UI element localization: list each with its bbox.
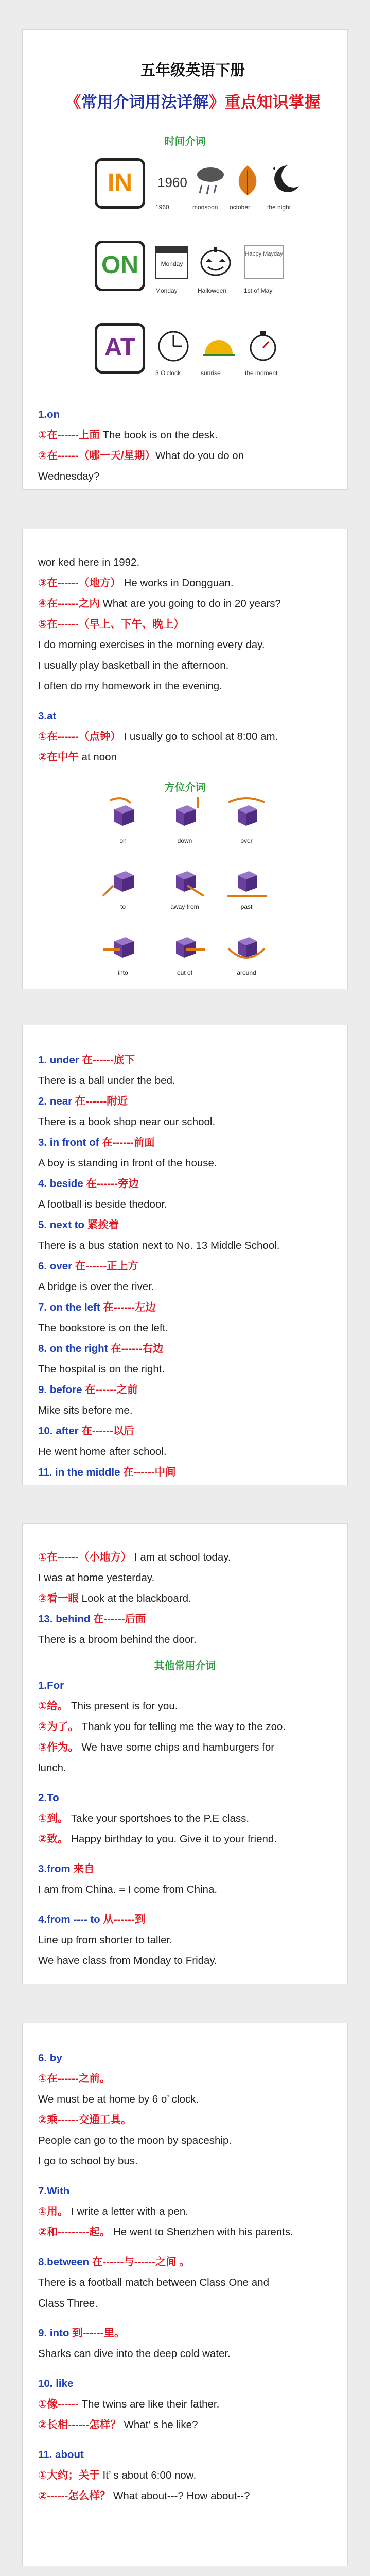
other-prepositions-title: 其他常用介词 bbox=[154, 1660, 216, 1672]
text-line: ①像------ The twins are like their father. bbox=[38, 2398, 220, 2410]
preposition-diagram bbox=[95, 860, 151, 932]
of-section bbox=[38, 1980, 347, 1984]
preposition-diagram bbox=[95, 926, 151, 989]
list-item-heading: 2. near 在------附近 bbox=[38, 1095, 128, 1107]
preposition-label: to bbox=[120, 903, 126, 910]
text-line: There is a ball under the bed. bbox=[38, 1075, 175, 1087]
svg-text:1960: 1960 bbox=[157, 175, 187, 190]
at-box: AT bbox=[95, 323, 145, 374]
leaf-icon bbox=[230, 162, 266, 198]
preposition-label: over bbox=[240, 837, 253, 844]
list-item-heading: 5. next to 紧挨着 bbox=[38, 1219, 119, 1231]
to-section: 2.To ①到。 Take your sportshoes to the P.E class. ②致。 Happy birthday to you. Give it to your friend. bbox=[38, 1788, 347, 1850]
text-line: Wednesday? bbox=[38, 470, 100, 482]
preposition-diagram bbox=[95, 794, 151, 866]
text-line: ①在------之前。 bbox=[38, 2073, 111, 2084]
in-continued bbox=[38, 529, 347, 697]
text-line: I often do my homework in the evening. bbox=[38, 680, 222, 692]
text-line: The bookstore is on the left. bbox=[38, 1322, 168, 1334]
text-line: There is a broom behind the door. bbox=[38, 1634, 197, 1646]
list-item-heading: 11. in the middle 在------中间 bbox=[38, 1466, 176, 1478]
cube-arrow-icon bbox=[223, 794, 270, 835]
text-line: wor ked here in 1992. bbox=[38, 556, 140, 568]
preposition-label: into bbox=[118, 969, 128, 976]
from-to-section: 4.from ---- to 从------到 Line up from shorter to taller. We have class from Monday to Friday. bbox=[38, 1909, 347, 1971]
from-section: 3.from 来自 I am from China. = I come from China. bbox=[38, 1859, 347, 1900]
preposition-label: around bbox=[237, 969, 256, 976]
text-line: ①在------上面 The book is on the desk. bbox=[38, 429, 218, 441]
text-line: Mike sits before me. bbox=[38, 1404, 133, 1416]
pumpkin-icon bbox=[198, 243, 234, 279]
list-item-heading: 13. behind 在------后面 bbox=[38, 1613, 146, 1625]
text-line: There is a football match between Class One and bbox=[38, 2277, 269, 2289]
at-heading: 3.at bbox=[38, 710, 57, 722]
text-line: A bridge is over the river. bbox=[38, 1281, 154, 1293]
cube-arrow-icon bbox=[223, 860, 270, 901]
cube-arrow-icon bbox=[100, 926, 146, 967]
preposition-diagram bbox=[156, 860, 213, 932]
time-illustration: IN 1960 1960 monsoon october the night ON Monday Happy Mayday Monday Halloween 1st of May AT 3 O'clock sunrise the moment bbox=[95, 158, 311, 390]
page-1 bbox=[22, 29, 348, 490]
text-line: A football is beside thedoor. bbox=[38, 1198, 167, 1210]
with-section: 7.With ①用。 I write a letter with a pen. ②和---------起。 He went to Shenzhen with his parents. bbox=[38, 2181, 347, 2243]
between-section: 8.between 在------与------之间 。 There is a football match between Class One and Class Three. bbox=[38, 2252, 347, 2314]
cube-arrow-icon bbox=[162, 926, 208, 967]
preposition-label: on bbox=[119, 837, 127, 844]
preposition-list bbox=[38, 1025, 347, 1485]
preposition-label: down bbox=[177, 837, 192, 844]
cube-arrow-icon bbox=[162, 860, 208, 901]
text-line: ②致。 Happy birthday to you. Give it to your friend. bbox=[38, 1833, 277, 1845]
text-line: I am from China. = I come from China. bbox=[38, 1884, 218, 1895]
text-line: Sharks can dive into the deep cold water. bbox=[38, 2348, 231, 2360]
text-line: ②在------（哪一天/星期）What do you do on bbox=[38, 450, 244, 462]
preposition-illustrations bbox=[95, 794, 321, 989]
on-heading: 1.on bbox=[38, 409, 60, 420]
about-section: 11. about ①大约；关于 It’ s about 6:00 now. ②------怎么样？ What about---? How about--? bbox=[38, 2445, 347, 2506]
cube-arrow-icon bbox=[162, 794, 208, 835]
text-line: There is a book shop near our school. bbox=[38, 1116, 216, 1128]
preposition-label: out of bbox=[177, 969, 193, 976]
text-line: I usually play basketball in the afternoon. bbox=[38, 659, 229, 671]
mayday-card-icon: Happy Mayday bbox=[244, 245, 284, 279]
text-line: ①在------（点钟） I usually go to school at 8:00 am. bbox=[38, 731, 278, 742]
text-line: We must be at home by 6 o’ clock. bbox=[38, 2093, 199, 2105]
cube-arrow-icon bbox=[100, 860, 146, 901]
by-section: 6. by ①在------之前。 We must be at home by 6 o’ clock. ②乘------交通工具。 People can go to the moon by spaceship. I go to school by bus. bbox=[38, 2023, 347, 2172]
cube-arrow-icon bbox=[100, 794, 146, 835]
page-4 bbox=[22, 1523, 348, 1984]
list-item-heading: 3. in front of 在------前面 bbox=[38, 1137, 155, 1148]
text-line: ③作为。 We have some chips and hamburgers for bbox=[38, 1741, 275, 1753]
preposition-diagram bbox=[218, 926, 275, 989]
text-line: People can go to the moon by spaceship. bbox=[38, 2134, 232, 2146]
text-line: ⑤在------（早上、下午、晚上） bbox=[38, 618, 184, 630]
text-line: I was at home yesterday. bbox=[38, 1572, 155, 1584]
preposition-label: past bbox=[240, 903, 253, 910]
on-section bbox=[38, 404, 347, 490]
text-line: I do morning exercises in the morning every day. bbox=[38, 639, 265, 651]
text-line: ②乘------交通工具。 bbox=[38, 2114, 132, 2126]
preposition-diagram bbox=[156, 794, 213, 866]
text-line: ②在中午 at noon bbox=[38, 751, 117, 763]
time-prepositions-title: 时间介词 bbox=[164, 136, 206, 147]
moon-night-icon bbox=[267, 161, 303, 197]
text-line: ①在------（小地方） I am at school today. bbox=[38, 1551, 231, 1563]
text-line bbox=[38, 487, 347, 490]
list-item-heading: 7. on the left 在------左边 bbox=[38, 1301, 156, 1313]
page-3 bbox=[22, 1025, 348, 1485]
preposition-diagram bbox=[218, 794, 275, 866]
text-line: ①用。 I write a letter with a pen. bbox=[38, 2206, 188, 2217]
place-prepositions-title: 方位介词 bbox=[164, 782, 206, 793]
text-line: ①给。 This present is for you. bbox=[38, 1700, 178, 1712]
text-line: ④在------之内 What are you going to do in 20 years? bbox=[38, 598, 281, 609]
cube-arrow-icon bbox=[223, 926, 270, 967]
text-line: The hospital is on the right. bbox=[38, 1363, 165, 1375]
for-section: 1.For ①给。 This present is for you. ②为了。 Thank you for telling me the way to the zoo. ③作为。 We have some chips and hamburgers for lunch. bbox=[38, 1675, 347, 1778]
preposition-diagram bbox=[218, 860, 275, 932]
list-item-heading: 9. before 在------之前 bbox=[38, 1384, 138, 1396]
on-box: ON bbox=[95, 241, 145, 291]
page-2 bbox=[22, 529, 348, 989]
text-line bbox=[38, 1483, 347, 1485]
stopwatch-icon bbox=[245, 328, 281, 364]
text-line: lunch. bbox=[38, 1762, 66, 1774]
list-item-heading: 10. after 在------以后 bbox=[38, 1425, 134, 1437]
at-section bbox=[38, 706, 347, 768]
page-title: 五年级英语下册 bbox=[140, 62, 245, 79]
text-line: I go to school by bus. bbox=[38, 2155, 138, 2167]
text-line: A boy is standing in front of the house. bbox=[38, 1157, 217, 1169]
text-line: Class Three. bbox=[38, 2297, 98, 2309]
preposition-diagram bbox=[156, 926, 213, 989]
text-line: ②为了。 Thank you for telling me the way to the zoo. bbox=[38, 1721, 286, 1733]
list-item-heading: 1. under 在------底下 bbox=[38, 1054, 135, 1066]
rain-cloud-icon bbox=[192, 162, 228, 198]
text-line: There is a bus station next to No. 13 Middle School. bbox=[38, 1240, 280, 1251]
text-line: ②看一眼 Look at the blackboard. bbox=[38, 1592, 191, 1604]
text-line: ②和---------起。 He went to Shenzhen with his parents. bbox=[38, 2226, 293, 2238]
list-item-heading: 8. on the right 在------右边 bbox=[38, 1343, 164, 1354]
into-section: 9. into 到------里。 Sharks can dive into the deep cold water. bbox=[38, 2323, 347, 2364]
calendar-icon: Monday bbox=[155, 246, 188, 279]
text-line: ①到。 Take your sportshoes to the P.E class. bbox=[38, 1812, 250, 1824]
text-line: We have class from Monday to Friday. bbox=[38, 1955, 217, 1967]
year-icon bbox=[155, 163, 191, 199]
sunrise-icon bbox=[201, 328, 237, 364]
clock-icon bbox=[155, 328, 191, 364]
preposition-label: away from bbox=[170, 903, 199, 910]
text-line: Line up from shorter to taller. bbox=[38, 1934, 172, 1946]
list-item-heading: 4. beside 在------旁边 bbox=[38, 1178, 139, 1190]
like-section: 10. like ①像------ The twins are like their father. ②长相------怎样？ What’ s he like? bbox=[38, 2374, 347, 2435]
text-line: ③在------（地方） He works in Dongguan. bbox=[38, 577, 234, 589]
in-box: IN bbox=[95, 158, 145, 209]
page-subtitle: 《常用介词用法详解》重点知识掌握 bbox=[65, 93, 321, 111]
text-line: ②长相------怎样？ What’ s he like? bbox=[38, 2419, 198, 2431]
text-line: ①大约；关于 It’ s about 6:00 now. bbox=[38, 2469, 197, 2481]
text-line: ②------怎么样？ What about---? How about--? bbox=[38, 2490, 250, 2502]
page-5 bbox=[22, 2023, 348, 2566]
text-line: He went home after school. bbox=[38, 1446, 167, 1458]
list-item-heading: 6. over 在------正上方 bbox=[38, 1260, 138, 1272]
